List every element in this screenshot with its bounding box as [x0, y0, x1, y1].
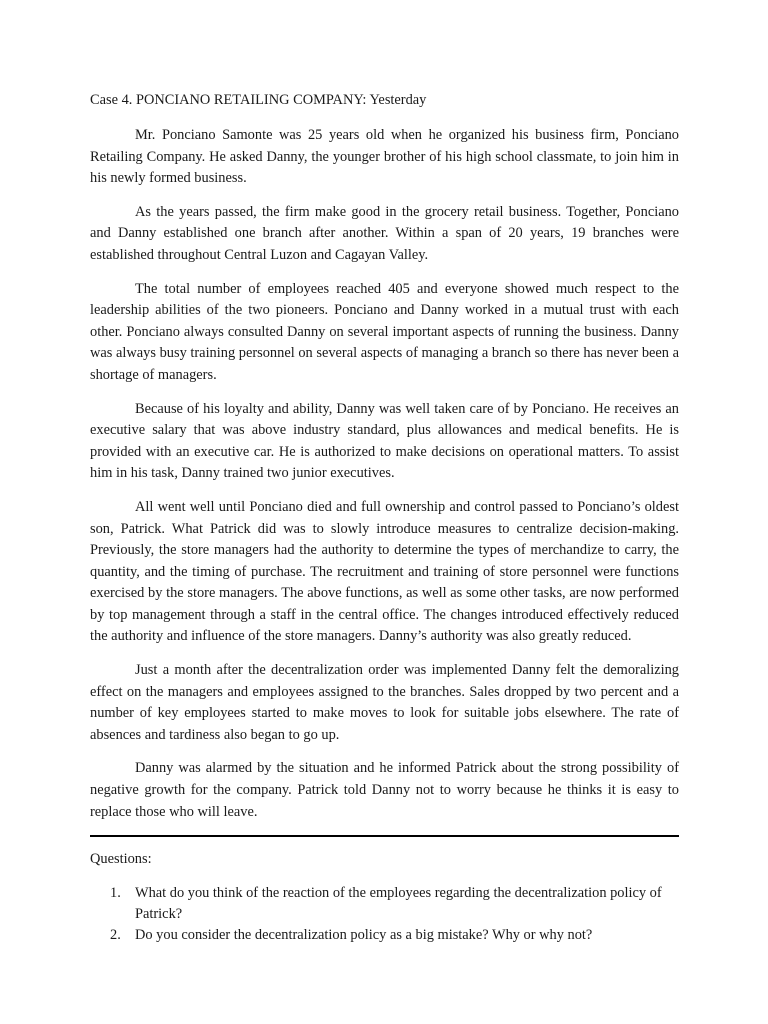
- paragraph-2: As the years passed, the firm make good in the grocery retail business. Together, Ponciano and Danny established one branch after another. Within a span of 20 years, 19 branches were established throughout Central Luzon and Cagayan Valley.: [90, 203, 679, 263]
- questions-list: [90, 883, 679, 946]
- question-item-2: [90, 925, 679, 946]
- question-number: 1.: [110, 885, 121, 902]
- paragraph-1: Mr. Ponciano Samonte was 25 years old when he organized his business firm, Ponciano Retailing Company. He asked Danny, the younger brother of his high school classmate, to join him in his newly formed business.: [90, 127, 679, 187]
- question-item-1: [90, 883, 679, 925]
- paragraph-7: Danny was alarmed by the situation and he informed Patrick about the strong possibility of negative growth for the company. Patrick told Danny not to worry because he thinks it is easy to replace those who will leave.: [90, 760, 679, 820]
- questions-heading: Questions:: [90, 851, 152, 868]
- question-text: Do you consider the decentralization policy as a big mistake? Why or why not?: [135, 927, 593, 944]
- paragraph-3: The total number of employees reached 405 and everyone showed much respect to the leadership abilities of the two pioneers. Ponciano and Danny worked in a mutual trust with each other. Ponciano always consulted Danny on several important aspects of running the business. Danny was always busy training personnel on several aspects of managing a branch so there has never been a shortage of managers.: [90, 280, 679, 383]
- document-page: [90, 90, 679, 946]
- paragraph-5: All went well until Ponciano died and full ownership and control passed to Ponciano’s oldest son, Patrick. What Patrick did was to slowly introduce measures to centralize decision-making. Previously, the store managers had the authority to determine the types of merchandize to carry, the quantity, and the timing of purchase. The recruitment and training of store personnel were functions exercised by the store managers. The above functions, as well as some other tasks, are now performed by top management through a staff in the central office. The changes introduced effectively reduced the authority and influence of the store managers. Danny’s authority was also greatly reduced.: [90, 498, 679, 645]
- paragraph-6: Just a month after the decentralization order was implemented Danny felt the demoralizing effect on the managers and employees assigned to the branches. Sales dropped by two percent and a number of key employees started to make moves to look for suitable jobs elsewhere. The rate of absences and tardiness also began to go up.: [90, 662, 679, 743]
- section-divider: [90, 835, 679, 837]
- question-number: 2.: [110, 927, 121, 944]
- paragraph-4: Because of his loyalty and ability, Danny was well taken care of by Ponciano. He receives an executive salary that was above industry standard, plus allowances and medical benefits. He is provided with an executive car. He is authorized to make decisions on operational matters. To assist him in his task, Danny trained two junior executives.: [90, 400, 679, 482]
- case-title: Case 4. PONCIANO RETAILING COMPANY: Yesterday: [90, 92, 427, 108]
- question-text: What do you think of the reaction of the employees regarding the decentralization policy of Patrick?: [135, 885, 662, 923]
